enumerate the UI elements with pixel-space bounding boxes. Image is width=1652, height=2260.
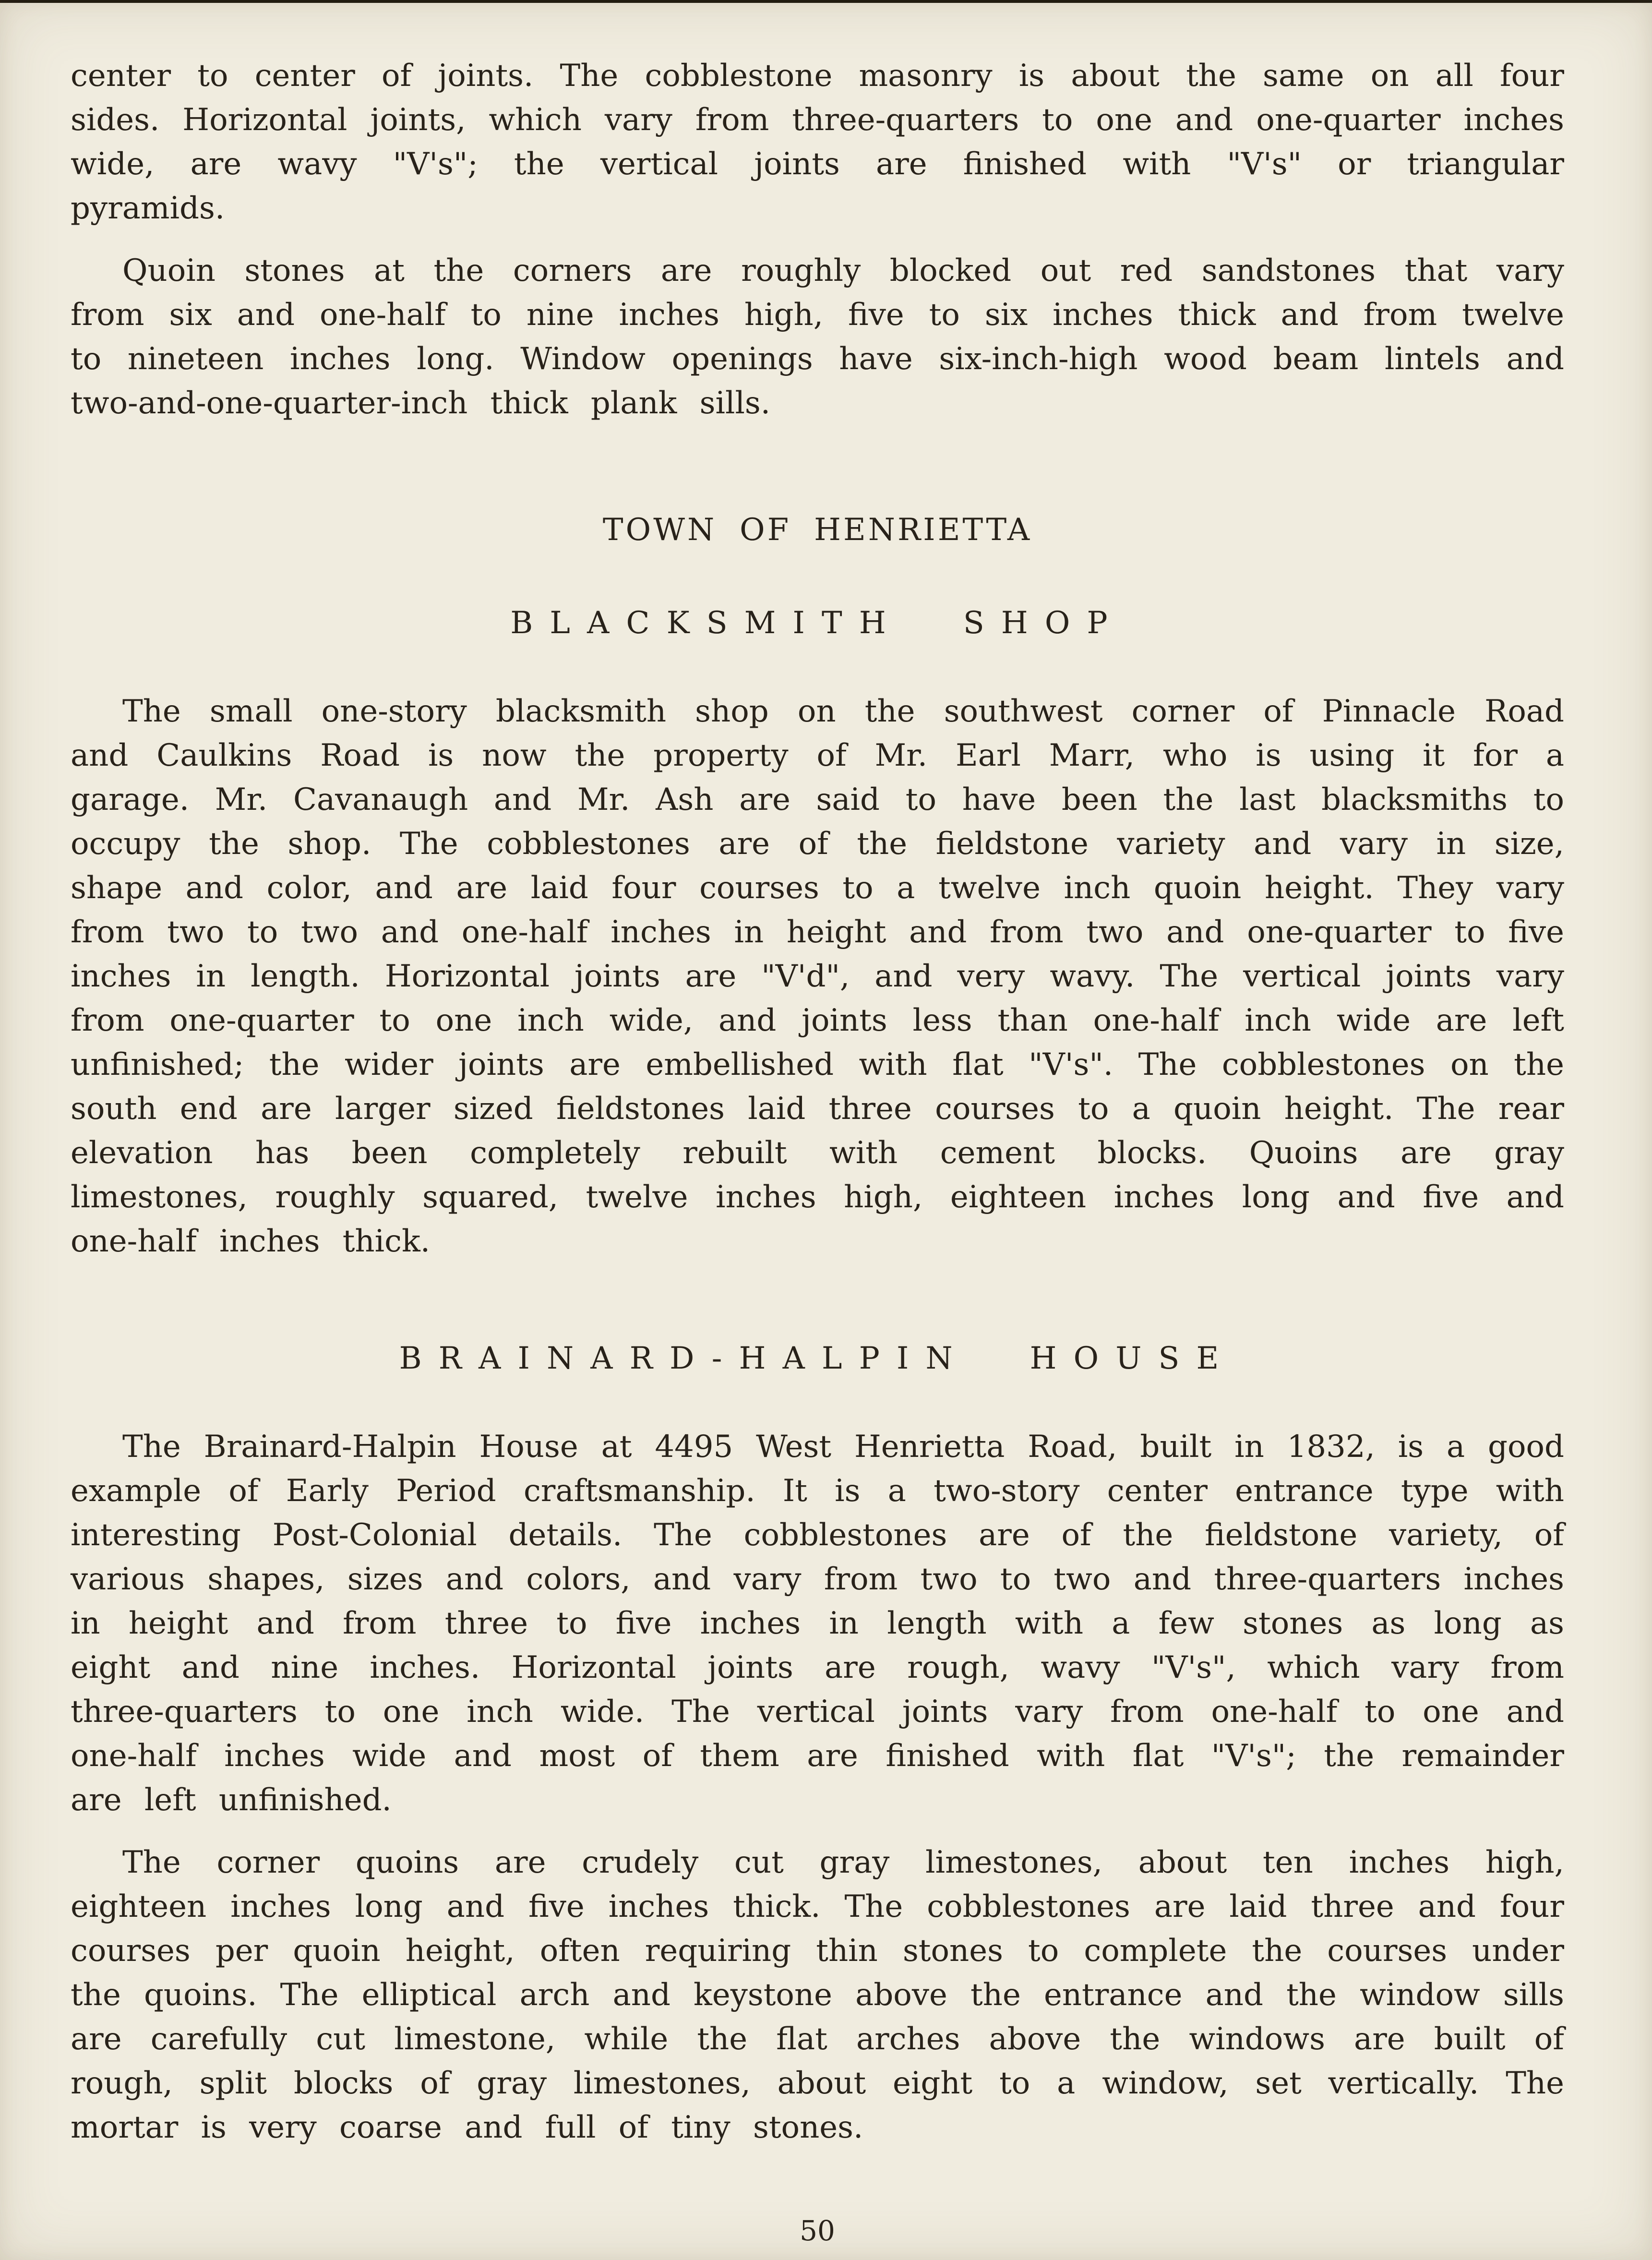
quoin-stones-paragraph: Quoin stones at the corners are roughly blocked out red sandstones that vary from six and one-half to nine inches high, five to six inches thick and from twelve to nineteen inches long. Window openings have six-inch-high wood beam lintels and two-and-one-quarter-inch thick plank sills. bbox=[71, 253, 1564, 421]
page-number: 50 bbox=[800, 2214, 835, 2247]
town-of-henrietta-heading: TOWN OF HENRIETTA bbox=[602, 512, 1032, 548]
blacksmith-shop-paragraph: The small one-story blacksmith shop on the southwest corner of Pinnacle Road and Caulkins Road is now the property of Mr. Earl Marr, who is using it for a garage. Mr. Cavanaugh and Mr. Ash are said to have been the last blacksmiths to occupy the shop. The cobblestones are of the fieldstone variety and vary in size, shape and color, and are laid four courses to a twelve inch quoin height. They vary from two to two and one-half inches in height and from two and one-quarter to five inches in length. Horizontal joints are "V'd", and very wavy. The vertical joints vary from one-quarter to one inch wide, and joints less than one-half inch wide are left unfinished; the wider joints are embellished with flat "V's". The cobblestones on the south end are larger sized fieldstones laid three courses to a quoin height. The rear elevation has been completely rebuilt with cement blocks. Quoins are gray limestones, roughly squared, twelve inches high, eighteen inches long and five and one-half inches thick. bbox=[71, 694, 1564, 1259]
brainard-house-paragraph-2: The corner quoins are crudely cut gray limestones, about ten inches high, eighteen inches long and five inches thick. The cobblestones are laid three and four courses per quoin height, often requiring thin stones to complete the courses under the quoins. The elliptical arch and keystone above the entrance and the window sills are carefully cut limestone, while the flat arches above the windows are built of rough, split blocks of gray limestones, about eight to a window, set vertically. The mortar is very coarse and full of tiny stones. bbox=[71, 1845, 1564, 2145]
blacksmith-shop-heading: BLACKSMITH SHOP bbox=[510, 605, 1125, 641]
text-column bbox=[71, 54, 1564, 2168]
brainard-house-paragraph-1: The Brainard-Halpin House at 4495 West Henrietta Road, built in 1832, is a good example of Early Period craftsmanship. It is a two-story center entrance type with interesting Post-Colonial details. The cobblestones are of the fieldstone variety, of various shapes, sizes and colors, and vary from two to two and three-quarters inches in height and from three to five inches in length with a few stones as long as eight and nine inches. Horizontal joints are rough, wavy "V's", which vary from three-quarters to one inch wide. The vertical joints vary from one-half to one and one-half inches wide and most of them are finished with flat "V's"; the remainder are left unfinished. bbox=[71, 1429, 1564, 1818]
continuation-paragraph: center to center of joints. The cobblestone masonry is about the same on all four sides. Horizontal joints, which vary from three-quarters to one and one-quarter inches wide, are wavy "V's"; the vertical joints are finished with "V's" or triangular pyramids. bbox=[71, 58, 1564, 226]
scan-top-edge bbox=[0, 0, 1652, 3]
brainard-halpin-house-heading: BRAINARD-HALPIN HOUSE bbox=[399, 1341, 1236, 1376]
